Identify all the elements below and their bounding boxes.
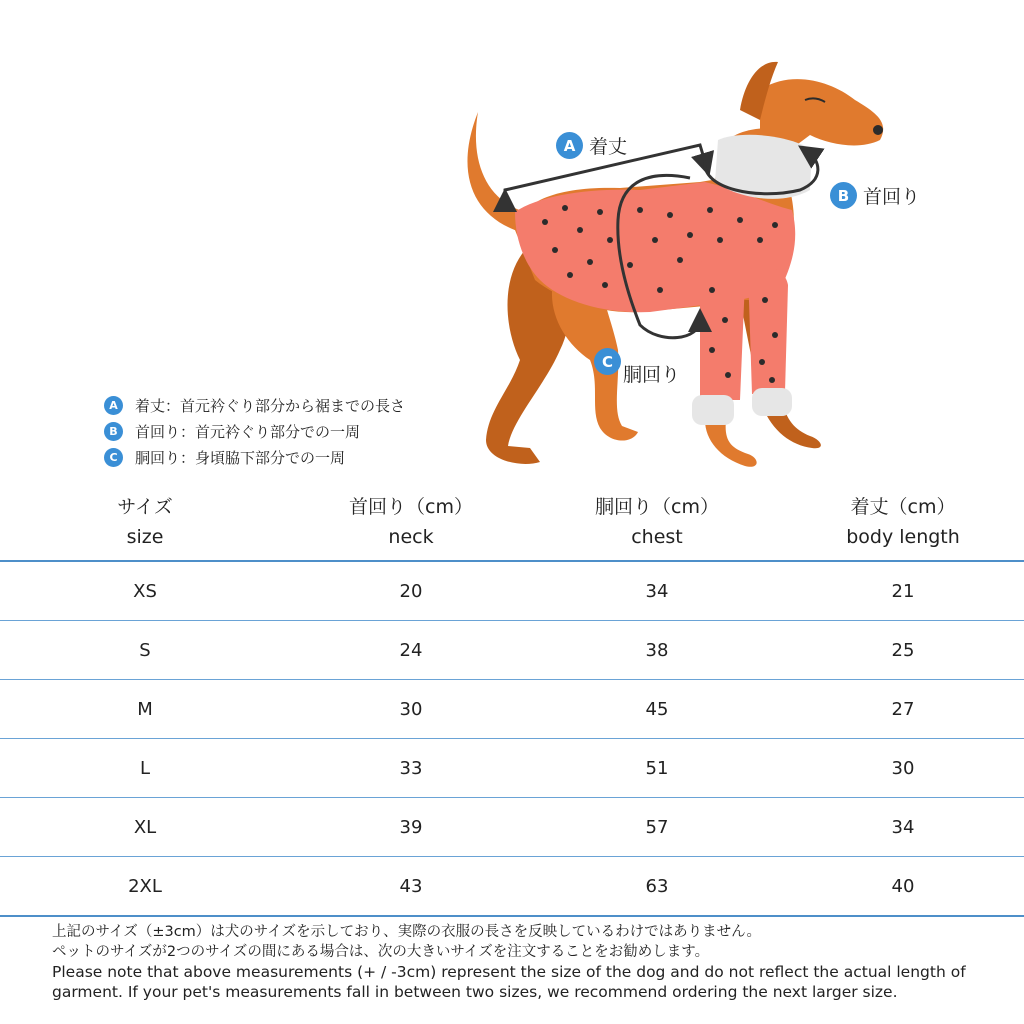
cell-neck: 43 <box>290 857 532 917</box>
table-row <box>0 857 1024 917</box>
legend-item-a <box>104 392 405 418</box>
header-neck: 首回り（cm） neck <box>290 484 532 561</box>
callout-body-length <box>556 132 627 159</box>
header-body-length: 着丈（cm） body length <box>782 484 1024 561</box>
cell-body-length: 27 <box>782 680 1024 739</box>
dog-nose <box>873 125 883 135</box>
cell-neck: 20 <box>290 561 532 621</box>
cell-body-length: 21 <box>782 561 1024 621</box>
cell-size: XS <box>0 561 290 621</box>
cuff-back <box>752 388 792 416</box>
cuff-front <box>692 395 734 425</box>
cell-neck: 24 <box>290 621 532 680</box>
size-table <box>0 484 1024 917</box>
cell-chest: 63 <box>532 857 782 917</box>
cell-neck: 39 <box>290 798 532 857</box>
note-jp-2: ペットのサイズが2つのサイズの間にある場合は、次の大きいサイズを注文することをお勧めします。 <box>52 944 710 960</box>
table-row <box>0 739 1024 798</box>
cell-body-length: 40 <box>782 857 1024 917</box>
table-row <box>0 680 1024 739</box>
callout-label-c: 胴回り <box>623 364 681 386</box>
cell-neck: 30 <box>290 680 532 739</box>
legend-item-b <box>104 418 405 444</box>
legend-item-c <box>104 444 405 470</box>
cell-chest: 51 <box>532 739 782 798</box>
callout-label-a: 着丈 <box>589 136 628 158</box>
badge-b: B <box>830 182 857 209</box>
cell-neck: 33 <box>290 739 532 798</box>
size-table-header <box>0 484 1024 561</box>
legend-badge-b: B <box>104 422 123 441</box>
callout-neck <box>830 182 920 209</box>
legend-text-a: 着丈：首元衿ぐり部分から裾までの長さ <box>135 396 406 415</box>
measurement-legend <box>104 392 405 470</box>
cell-size: M <box>0 680 290 739</box>
size-notes <box>52 922 1012 1002</box>
sweater-sleeve-front <box>700 259 745 400</box>
cell-body-length: 34 <box>782 798 1024 857</box>
cell-size: XL <box>0 798 290 857</box>
cell-size: S <box>0 621 290 680</box>
badge-a: A <box>556 132 583 159</box>
cell-chest: 34 <box>532 561 782 621</box>
cell-chest: 45 <box>532 680 782 739</box>
note-jp-1: 上記のサイズ（±3cm）は犬のサイズを示しており、実際の衣服の長さを反映しているわけではありません。 <box>52 924 762 940</box>
callout-chest <box>594 336 680 387</box>
cell-chest: 57 <box>532 798 782 857</box>
legend-text-b: 首回り：首元衿ぐり部分での一周 <box>135 422 361 441</box>
cell-chest: 38 <box>532 621 782 680</box>
sweater-sleeve-back <box>748 266 788 394</box>
cell-body-length: 25 <box>782 621 1024 680</box>
header-size: サイズ size <box>0 484 290 561</box>
callout-label-b: 首回り <box>863 186 921 208</box>
note-en: Please note that above measurements (+ / -3cm) represent the size of the dog and do not reflect the actual length of garment. If your pet's measurements fall in between two sizes, we recommend ordering the next larger size. <box>52 963 966 1001</box>
badge-c: C <box>594 348 621 375</box>
legend-badge-a: A <box>104 396 123 415</box>
header-chest: 胴回り（cm） chest <box>532 484 782 561</box>
legend-badge-c: C <box>104 448 123 467</box>
legend-text-c: 胴回り：身頃脇下部分での一周 <box>135 448 346 467</box>
table-row <box>0 621 1024 680</box>
table-row <box>0 561 1024 621</box>
cell-body-length: 30 <box>782 739 1024 798</box>
table-row <box>0 798 1024 857</box>
cell-size: 2XL <box>0 857 290 917</box>
cell-size: L <box>0 739 290 798</box>
